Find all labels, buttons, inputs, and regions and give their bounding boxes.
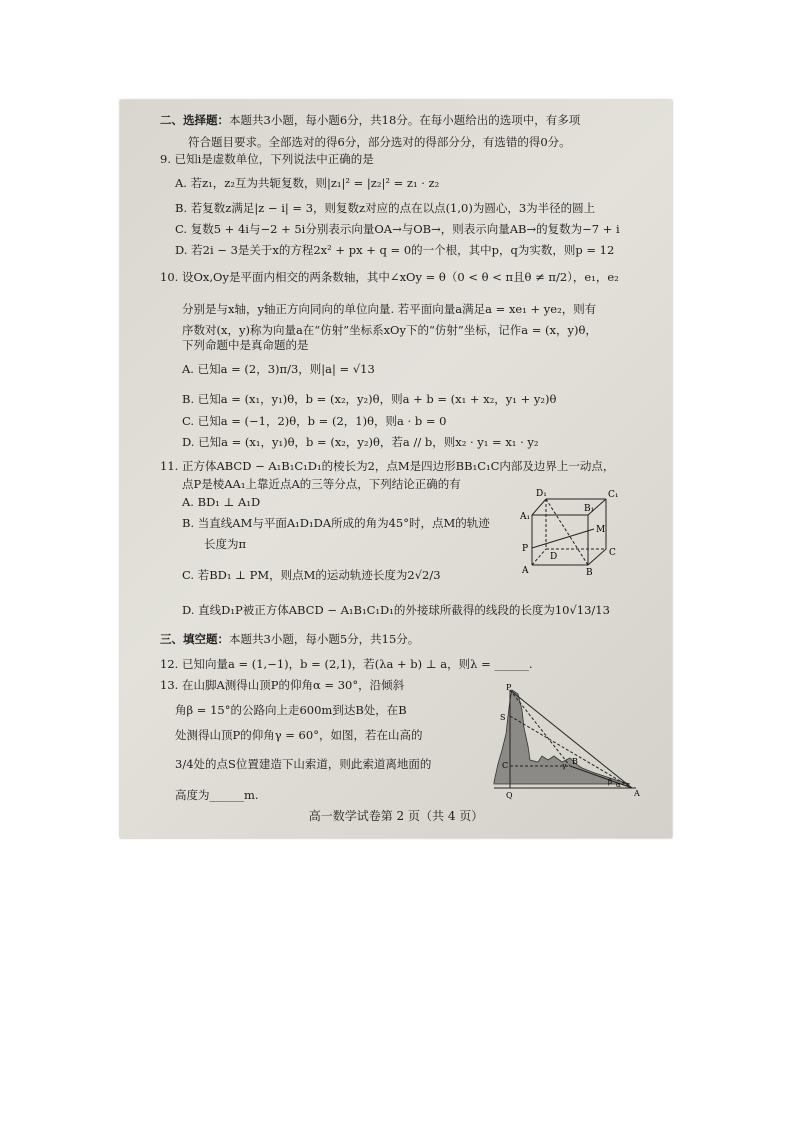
q10-stem-2: 分别是与x轴，y轴正方向同向的单位向量. 若平面向量a满足a = xe₁ + ye₂，则有: [182, 302, 597, 316]
mountain-label-a: A: [634, 789, 640, 798]
q11-option-b-line-1: B. 当直线AM与平面A₁D₁DA所成的角为45°时，点M的轨迹: [182, 516, 490, 530]
cube-label-p: P: [522, 544, 529, 554]
cube-label-b: B: [586, 568, 593, 577]
q9-option-a: A. 若z₁，z₂互为共轭复数，则|z₁|² = |z₂|² = z₁ · z₂: [175, 176, 440, 190]
section2-intro-2: 符合题目要求。全部选对的得6分，部分选对的得部分分，有选错的得0分。: [188, 135, 571, 149]
cube-label-a: A: [522, 566, 529, 576]
q13-line-1: 13. 在山脚A测得山顶P的仰角α = 30°，沿倾斜: [160, 678, 405, 692]
q13-line-2: 角β = 15°的公路向上走600m到达B处，在B: [175, 703, 407, 717]
mountain-label-p: P: [506, 684, 512, 692]
section2-intro-1: 本题共3小题，每小题6分，共18分。在每小题给出的选项中，有多项: [229, 113, 581, 127]
cube-edge: [532, 499, 546, 515]
q11-stem-2: 点P是棱AA₁上靠近点A的三等分点，下列结论正确的有: [182, 477, 461, 491]
page-footer: 高一数学试卷第 2 页（共 4 页）: [308, 809, 484, 823]
cube-edge: [588, 549, 606, 565]
cube-label-c1: C₁: [608, 490, 619, 500]
q10-option-a: A. 已知a = (2，3)π/3，则|a| = √13: [182, 362, 375, 376]
mountain-label-s: S: [500, 713, 506, 722]
q9-option-c: C. 复数5 + 4i与−2 + 5i分别表示向量OA→与OB→，则表示向量AB→的复数为−7 + i: [175, 222, 620, 236]
exam-page: [120, 100, 672, 838]
q11-option-b-line-2: 长度为π: [204, 537, 247, 551]
q13-line-3: 处测得山顶P的仰角γ = 60°，如图，若在山高的: [175, 728, 423, 742]
q10-stem-3: 序数对(x，y)称为向量a在“仿射”坐标系xOy下的“仿射”坐标，记作a = (x，y)θ，: [182, 323, 597, 337]
q11-option-c: C. 若BD₁ ⊥ PM，则点M的运动轨迹长度为2√2/3: [182, 568, 441, 582]
q9-option-b: B. 若复数z满足|z − i| = 3，则复数z对应的点在以点(1,0)为圆心，3为半径的圆上: [175, 201, 596, 215]
q10-option-b: B. 已知a = (x₁，y₁)θ，b = (x₂，y₂)θ，则a + b = (x₁ + x₂，y₁ + y₂)θ: [182, 392, 557, 406]
q11-option-a: A. BD₁ ⊥ A₁D: [182, 495, 261, 509]
cube-label-d: D: [550, 552, 558, 562]
section2-header: [160, 113, 580, 128]
q11-option-d: D. 直线D₁P被正方体ABCD − A₁B₁C₁D₁的外接球所截得的线段的长度为10√13/13: [182, 603, 610, 617]
cube-label-c: C: [609, 548, 616, 558]
cube-label-m: M: [596, 525, 606, 535]
q13-line-4: 3/4处的点S位置建造下山索道，则此索道离地面的: [175, 757, 432, 771]
cube-figure: [518, 485, 626, 577]
q12-text: 12. 已知向量a = (1,−1)，b = (2,1)，若(λa + b) ⊥ a，则λ = ______.: [160, 657, 533, 671]
q10-stem-4: 下列命题中是真命题的是: [182, 338, 309, 352]
mountain-label-b: B: [572, 757, 578, 766]
cube-label-d1: D₁: [536, 489, 547, 499]
cube-label-b1: B₁: [584, 504, 595, 514]
q10-option-d: D. 已知a = (x₁，y₁)θ，b = (x₂，y₂)θ，若a // b，则x₂ · y₁ = x₁ · y₂: [182, 435, 539, 449]
mountain-figure: [492, 684, 642, 804]
q10-stem-1: 10. 设Ox,Oy是平面内相交的两条数轴，其中∠xOy = θ（0 < θ < π且θ ≠ π/2），e₁，e₂: [160, 270, 619, 284]
q11-stem-1: 11. 正方体ABCD − A₁B₁C₁D₁的棱长为2，点M是四边形BB₁C₁C内部及边界上一动点，: [160, 459, 615, 473]
section3-intro: 本题共3小题，每小题5分，共15分。: [229, 632, 420, 646]
q9-option-d: D. 若2i − 3是关于x的方程2x² + px + q = 0的一个根，其中p，q为实数，则p = 12: [175, 243, 615, 257]
mountain-label-q: Q: [506, 791, 513, 800]
angle-label-alpha: α: [616, 781, 621, 789]
q9-stem: 9. 已知i是虚数单位，下列说法中正确的是: [160, 152, 374, 166]
angle-label-gamma: γ: [562, 762, 567, 770]
cube-label-a1: A₁: [520, 512, 531, 522]
angle-label-beta: β: [608, 778, 613, 786]
q13-line-5: 高度为______m.: [175, 788, 259, 802]
segment-pm: [532, 529, 594, 548]
mountain-label-c: C: [502, 761, 509, 770]
q10-option-c: C. 已知a = (−1，2)θ，b = (2，1)θ，则a · b = 0: [182, 414, 447, 428]
section3-title: 三、填空题：: [160, 632, 229, 646]
section3-header: [160, 632, 419, 647]
section2-title: 二、选择题：: [160, 113, 229, 127]
cube-hidden-edge: [532, 549, 546, 565]
